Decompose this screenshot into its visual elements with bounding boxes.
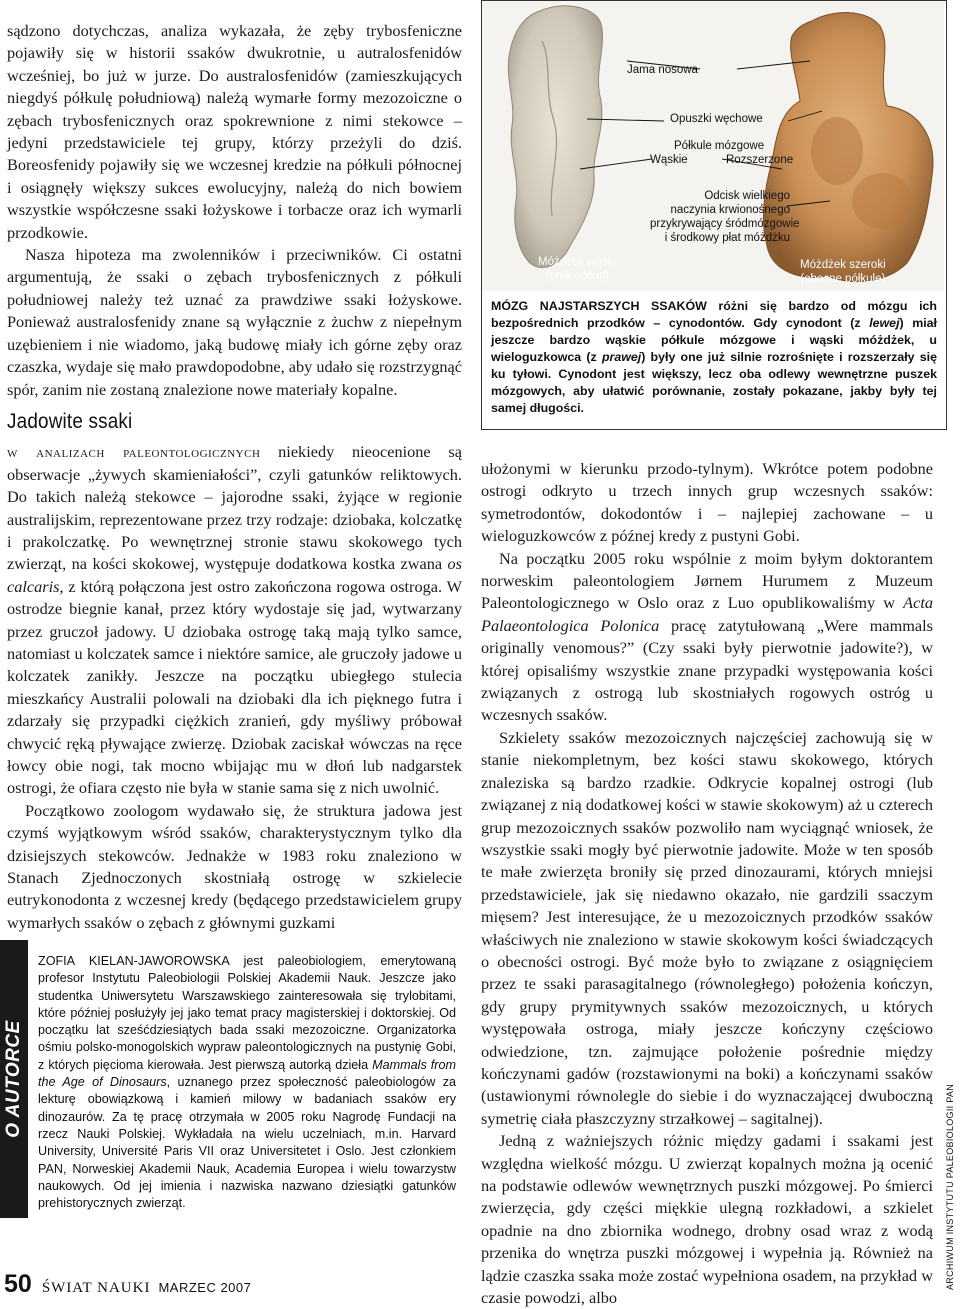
label-line: przykrywający śródmózgowie	[650, 218, 800, 230]
page-number: 50	[4, 1270, 32, 1298]
paragraph-text: niekiedy nieocenione są obserwacje „żywych skamieniałości”, czyli gatunków reliktowych. Do takich należą stekowce – jajorodne ssaki, żyjące w regionie australijskim, reprezentowane przez trzy rodzaje: dziobaka, kolczatkę i prakolczatkę. Po wewnętrznej stronie stawu skokowego tych zwierząt, na kości skokowej, występuje dodatkowa kostka zwana	[7, 442, 462, 574]
book-title: Mammals from the Age of Dinosaurs	[38, 1057, 456, 1090]
paragraph	[7, 441, 462, 800]
label-line: Móżdżek wąski	[538, 256, 616, 268]
paragraph-text: , z którą połączona jest ostro zakończona rogowa ostroga. W ostrodze biegnie kanał, przez który wydostaje się jad, wytwarzany przez gruczoł jadowy. U dziobaka ostrogę taką mają tylko samce, natomiast u kolczatek samce i niektóre samice, ale gruczoły jadowe u kolczatek zanikły. Jeszcze na początku ubiegłego stulecia mieszkańcy Australii polowali na dziobaki dla ich pięknego futra i zdarzały się przypadki ciężkich zranień, gdy myśliwy próbował chwycić ręką pływające zwierzę. Dziobak zaciskał wówczas na ręce łowcy obie nogi, tak mocno wbijając mu w dłoń lub nadgarstek ostrogi, że ofiara często nie była w stanie sama się z nich uwolnić.	[7, 576, 462, 798]
author-bio	[38, 953, 456, 1212]
issue-date: MARZEC 2007	[158, 1280, 252, 1295]
paragraph: Jedną z ważniejszych różnic między gadami i ssakami jest względna wielkość mózgu. U zwierząt kopalnych można ją ocenić na podstawie odlewów wewnętrznych puszki mózgowej. Po śmierci zwierzęcia, gdy części miękkie ulegną rozkładowi, a szkielet opadnie na dno zbiornika wodnego, drobny osad wraz z wodą przenika do wnętrza puszki mózgowej i wypełnia ją. Również na lądzie czaszka ssaka może zostać wypełniona osadem, na przykład w czasie powodzi, albo	[481, 1131, 933, 1308]
bio-text: ZOFIA KIELAN-JAWOROWSKA jest paleobiologiem, emerytowaną profesor Instytutu Paleobiologii Polskiej Akademii Nauk. Jeszcze jako studentka Uniwersytetu Warszawskiego zainteresowała się trylobitami, które później posłużyły jej jako temat pracy magisterskiej i doktorskiej. Od początku lat sześćdziesiątych bada ssaki mezozoiczne. Organizatorka ośmiu polsko-monogolskich wypraw paleontologicznych na pustynię Gobi, z których pięcioma kierowała. Jest pierwszą autorką dzieła	[38, 954, 456, 1072]
paragraph-text: Na początku 2005 roku wspólnie z moim byłym doktorantem norweskim paleontologiem Jørnem Hurumem z Muzeum Paleontologicznego w Oslo oraz z Luo opublikowaliśmy w	[481, 548, 933, 613]
caption-text: MÓZG NAJSTARSZYCH SSAKÓW różni się bardzo od mózgu ich bezpośrednich przodków – cynodontów. Gdy cynodont (z	[491, 299, 937, 330]
magazine-name: ŚWIAT NAUKI	[41, 1280, 151, 1296]
caption-text: ) były one już silnie rozrośnięte i rozszerzały się ku tyłowi. Cynodont jest większy, lecz oba odlewy wewnętrzne puszek mózgowych, aby ułatwić porównanie, zostały pokazane, jakby były tej samej długości.	[491, 350, 938, 415]
figure-caption	[491, 298, 937, 417]
latin-term: os calcaris	[7, 554, 462, 596]
paragraph: ułożonymi w kierunku przodo-tylnym). Wkrótce potem podobne ostrogi odkryto u trzech innych grup wczesnych ssaków: symetrodontów, dokodontów i – najlepiej zachowane – u wieloguzkowców z późnej kredy z pustyni Gobi.	[481, 459, 933, 546]
section-heading: Jadowite ssaki	[7, 409, 133, 433]
page-footer	[4, 1270, 251, 1299]
author-bar-label: O AUTORCE	[3, 1020, 24, 1138]
caption-text: ) miał jeszcze bardzo wąskie półkule mózgowe i wąski móżdżek, u wieloguzkowca (z	[491, 316, 937, 364]
left-text-column	[7, 20, 462, 934]
cynodont-cast	[508, 6, 602, 268]
paragraph: Początkowo zoologom wydawało się, że struktura jadowa jest czymś wyjątkowym wśród ssaków, charakterystycznym tylko dla dzisiejszych stekowców. Jednakże w 1983 roku znaleziono w Stanach Zjednoczonych skostniałą ostrogę w szkielecie eutrykonodonta z wczesnej kredy (będącego przedstawicielem grupy wymarłych ssaków o zębach z głównymi guzkami	[7, 800, 462, 932]
brain-cast-figure	[481, 0, 947, 430]
label-expanded: Rozszerzone	[726, 154, 794, 166]
bio-text: , uznanego przez społeczność paleobiologów za lekturę obowiązkową i kamień milowy w badaniach ssaków ery dinozaurów. Za tę pracę otrzymała w 2005 roku Nagrodę Fundacji na rzecz Nauki Polskiej. Wykładała na wielu uczelniach, m.in. Harvard University, Université Paris VII oraz Universitetet i Oslo. Jest członkiem PAN, Norweskiej Akademii Nauk, Academia Europea i wielu towarzystw naukowych. Od jej imienia i nazwiska nazwano dziesiątki gatunków prehistorycznych zwierząt.	[38, 1075, 456, 1211]
label-vessel-imprint	[650, 189, 800, 245]
lead-in: w analizach paleontologicznych	[7, 442, 261, 462]
label-hemispheres: Półkule mózgowe	[674, 140, 765, 152]
label-line: Odcisk wielkiego	[704, 190, 790, 202]
label-narrow: Wąskie	[650, 154, 688, 166]
label-narrow-cerebellum	[538, 255, 616, 283]
author-box	[0, 940, 460, 1220]
fossil-photo	[482, 1, 944, 291]
journal-title: Acta Palaeontologica Polonica	[481, 593, 933, 635]
label-line: Móżdżek szeroki	[800, 259, 886, 271]
label-line: (brak półkul)	[545, 270, 609, 282]
paragraph: Nasza hipoteza ma zwolenników i przeciwników. Ci ostatni argumentują, że ssaki o zębach trybosfenicznych z półkuli południowej należy też uznać za prawdziwe ssaki łożyskowe. Ponieważ australosfenidy znane są wyłącznie z żuchw z niepełnym uzębieniem i nie wiadomo, jaką budowę miały ich górne zęby oraz czaszka, wydaje się mało prawdopodobne, aby udało się rozstrzygnąć spór, zanim nie zostaną znalezione nowe materiały kopalne.	[7, 245, 462, 399]
caption-italic: lewej	[869, 316, 900, 330]
label-nasal-cavity: Jama nosowa	[627, 64, 698, 76]
label-wide-cerebellum	[800, 258, 886, 286]
right-text-column	[481, 458, 933, 1309]
caption-italic: prawej	[601, 350, 642, 364]
photo-credit: ARCHIWUM INSTYTUTU PALEOBIOLOGII PAN	[945, 1084, 955, 1290]
paragraph: sądzono dotychczas, analiza wykazała, że zęby trybosfeniczne pojawiły się w historii ssaków dwukrotnie, u autralosfenidów wcześniej, bo już w jurze. Do australosfenidów (zamieszkujących niegdyś półkulę południową) należą wymarłe formy mezozoiczne o zębach trybosfenicznych oraz spokrewnione z nimi stekowce – jedyni przedstawiciele tej grupy, którzy przeżyli do dziś. Boreosfenidy pojawiły się we wczesnej kredzie na półkuli północnej i osiągnęły większy sukces ewolucyjny, należą do nich bowiem wszystkie współczesne ssaki łożyskowe i torbacze oraz ich wymarli przodkowie.	[7, 21, 462, 242]
label-line: (obecne półkule)	[800, 273, 886, 285]
label-line: naczynia krwionośnego	[670, 204, 790, 216]
label-line: i środkowy płat móżdżku	[664, 232, 790, 244]
paragraph: Szkielety ssaków mezozoicznych najczęściej zachowują się w stanie niekompletnym, bez kości stawu skokowego, których znaleziska są bardzo rzadkie. Odkrycie kopalnej ostrogi (lub związanej z nią dodatkowej kości w stawie skokowym) aż u czterech grup mezozoicznych ssaków pozwoliło nam wyciągnąć wniosek, że wszystkie ssaki mogły być pierwotnie jadowite. Może w ten sposób te małe zwierzęta broniły się przed dinozaurami, których mniejsi przedstawiciele, jak się niedawno okazało, nie gardzili ssaczym mięsem? Jest interesujące, że u mezozoicznych przodków ssaków właściwych nie znaleziono w stawie skokowym kości świadczących o obecności ostrogi. Być może było to związane z osiągnięciem przez te ssaki parasagitalnego (równoległego) położenia kończyn, gdy grupy prymitywnych ssaków mezozoicznych, u których występowała ostroga, miały jeszcze kończyny częściowo odwiedzione, tzn. zajmujące położenie pośrednie między kończynami gadów (rozstawionymi na boki) a kończynami ssaków (ustawionymi równolegle do siebie i do wyznaczającej dwuboczną symetrię ciała płaszczyzny strzałkowej – sagitalnej).	[481, 727, 933, 1128]
paragraph-text: pracę zatytułowaną „Were mammals originally venomous?” (Czy ssaki były pierwotnie jadowite?), w której opisaliśmy wszystkie znane przypadki występowania kości związanych z ostrogą lub skostniałych rogowych ostróg u wczesnych ssaków.	[481, 615, 933, 725]
label-olfactory-bulbs: Opuszki węchowe	[670, 113, 763, 125]
author-side-bar	[0, 940, 28, 1218]
paragraph	[481, 548, 933, 727]
